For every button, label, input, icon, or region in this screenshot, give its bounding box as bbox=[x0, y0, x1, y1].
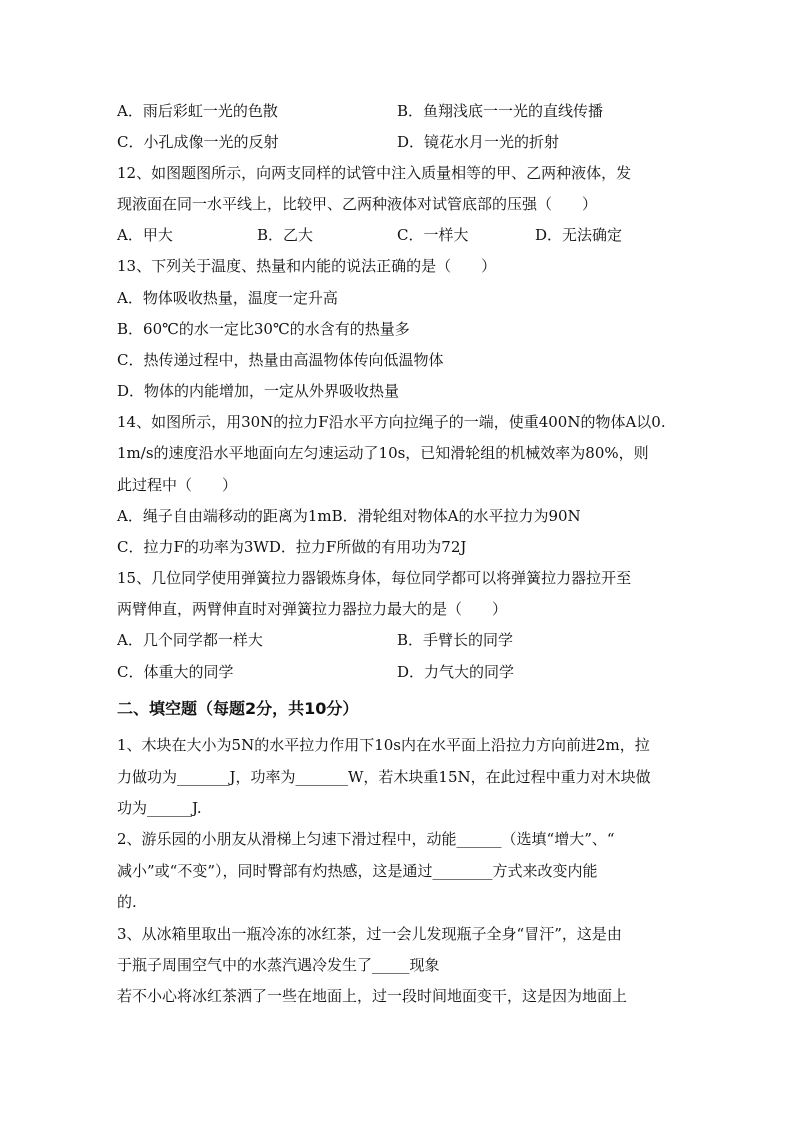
q15-stem-line2: 两臂伸直，两臂伸直时对弹簧拉力器拉力最大的是（ ） bbox=[117, 600, 508, 618]
q11-option-b: B．鱼翔浅底一一光的直线传播 bbox=[397, 102, 604, 120]
q15-stem-line1: 15、几位同学使用弹簧拉力器锻炼身体，每位同学都可以将弹簧拉力器拉开至 bbox=[117, 569, 632, 587]
q12-option-a: A．甲大 bbox=[117, 226, 173, 244]
q12-option-b: B．乙大 bbox=[257, 226, 314, 244]
section-heading-fill-in: 二、填空题（每题2分，共10分） bbox=[117, 699, 359, 718]
fill1-line2: 力做功为_______J，功率为_______W，若木块重15N，在此过程中重力对木块做 bbox=[117, 768, 651, 786]
q11-option-a: A．雨后彩虹一光的色散 bbox=[117, 102, 278, 120]
q13-option-c: C．热传递过程中，热量由高温物体传向低温物体 bbox=[117, 351, 444, 369]
q14-stem-line2: 1m/s的速度沿水平地面向左匀速运动了10s，已知滑轮组的机械效率为80%，则 bbox=[117, 444, 649, 462]
q15-option-c: C．体重大的同学 bbox=[117, 663, 234, 681]
q13-stem: 13、下列关于温度、热量和内能的说法正确的是（ ） bbox=[117, 257, 497, 275]
fill3-line2: 于瓶子周围空气中的水蒸汽遇冷发生了_____现象 bbox=[117, 956, 440, 974]
fill2-line1: 2、游乐园的小朋友从滑梯上匀速下滑过程中，动能______（选填“增大”、“ bbox=[117, 830, 615, 848]
fill2-line3: 的. bbox=[117, 893, 137, 911]
q15-option-b: B．手臂长的同学 bbox=[397, 631, 514, 649]
q11-option-d: D．镜花水月一光的折射 bbox=[397, 133, 560, 151]
q12-stem-line2: 现液面在同一水平线上，比较甲、乙两种液体对试管底部的压强（ ） bbox=[117, 195, 598, 213]
q12-option-d: D．无法确定 bbox=[535, 226, 623, 244]
fill2-line2: 减小”或“不变”），同时臀部有灼热感，这是通过________方式来改变内能 bbox=[117, 862, 598, 880]
q12-option-c: C．一样大 bbox=[397, 226, 469, 244]
q14-stem-line1: 14、如图所示，用30N的拉力F沿水平方向拉绳子的一端，使重400N的物体A以0. bbox=[117, 413, 666, 431]
fill3-line3: 若不小心将冰红茶洒了一些在地面上，过一段时间地面变干，这是因为地面上 bbox=[117, 987, 628, 1005]
q12-stem-line1: 12、如图题图所示，向两支同样的试管中注入质量相等的甲、乙两种液体，发 bbox=[117, 164, 632, 182]
fill1-line1: 1、木块在大小为5N的水平拉力作用下10s内在水平面上沿拉力方向前进2m，拉 bbox=[117, 736, 650, 754]
q14-stem-line3: 此过程中（ ） bbox=[117, 476, 238, 494]
q15-option-a: A．几个同学都一样大 bbox=[117, 631, 263, 649]
q15-option-d: D．力气大的同学 bbox=[397, 663, 515, 681]
q11-option-c: C．小孔成像一光的反射 bbox=[117, 133, 279, 151]
q13-option-a: A．物体吸收热量，温度一定升高 bbox=[117, 289, 338, 307]
q13-option-b: B．60℃的水一定比30℃的水含有的热量多 bbox=[117, 320, 410, 338]
q14-options-ab: A．绳子自由端移动的距离为1mB．滑轮组对物体A的水平拉力为90N bbox=[117, 507, 581, 525]
q14-options-cd: C．拉力F的功率为3WD．拉力F所做的有用功为72J bbox=[117, 538, 467, 556]
fill1-line3: 功为______J. bbox=[117, 799, 202, 817]
fill3-line1: 3、从冰箱里取出一瓶冷冻的冰红茶，过一会儿发现瓶子全身“冒汗”，这是由 bbox=[117, 925, 622, 943]
q13-option-d: D．物体的内能增加，一定从外界吸收热量 bbox=[117, 382, 400, 400]
